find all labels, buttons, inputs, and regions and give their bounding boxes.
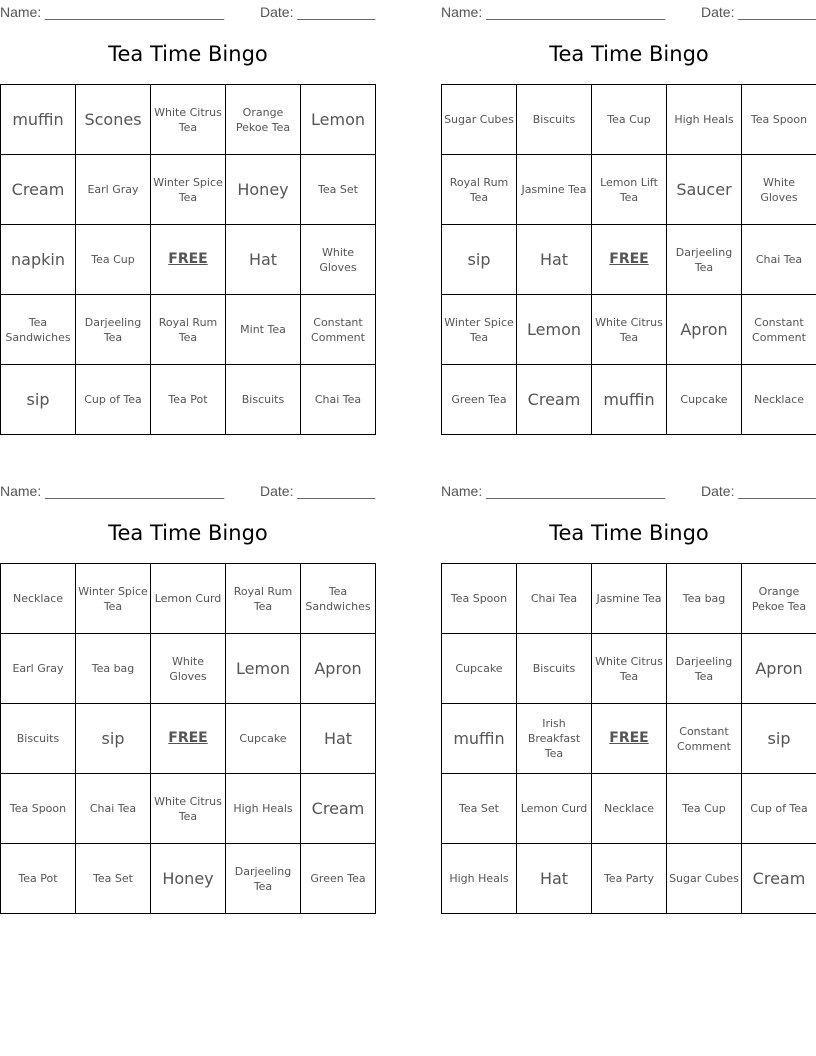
bingo-cell: Scones [76, 85, 151, 155]
bingo-cell: Tea Sandwiches [1, 295, 76, 365]
bingo-cell: Apron [301, 634, 376, 704]
card-header [441, 2, 816, 24]
bingo-cell: Cupcake [226, 704, 301, 774]
bingo-cell: Lemon Lift Tea [592, 155, 667, 225]
grid-row [442, 704, 816, 774]
bingo-cell: Orange Pekoe Tea [226, 85, 301, 155]
bingo-cell: Green Tea [442, 365, 517, 435]
bingo-cell: sip [442, 225, 517, 295]
bingo-cell: Honey [151, 844, 226, 914]
bingo-cell: Tea Set [442, 774, 517, 844]
bingo-cell: Lemon Curd [151, 564, 226, 634]
bingo-cell: Jasmine Tea [517, 155, 592, 225]
bingo-cell: Chai Tea [742, 225, 816, 295]
bingo-cell: Cup of Tea [76, 365, 151, 435]
free-space-cell: FREE [151, 704, 226, 774]
grid-row [1, 155, 376, 225]
bingo-cell: Tea Cup [667, 774, 742, 844]
bingo-cell: Jasmine Tea [592, 564, 667, 634]
bingo-cell: Tea Spoon [742, 85, 816, 155]
bingo-cell: Cream [1, 155, 76, 225]
bingo-grid [0, 84, 376, 435]
grid-row [1, 225, 376, 295]
grid-row [442, 774, 816, 844]
bingo-cell: White Citrus Tea [592, 634, 667, 704]
card-header [0, 481, 376, 503]
card-title: Tea Time Bingo [549, 521, 709, 545]
grid-row [1, 564, 376, 634]
bingo-grid [441, 84, 816, 435]
bingo-cell: Tea bag [667, 564, 742, 634]
bingo-cell: Constant Comment [301, 295, 376, 365]
bingo-cell: Cream [742, 844, 816, 914]
bingo-grid [441, 563, 816, 914]
free-space-cell: FREE [592, 225, 667, 295]
bingo-cell: Biscuits [226, 365, 301, 435]
bingo-cell: Tea Cup [592, 85, 667, 155]
grid-row [442, 295, 816, 365]
bingo-cell: Constant Comment [667, 704, 742, 774]
bingo-cell: High Heals [226, 774, 301, 844]
date-field-label: Date: __________ [701, 4, 816, 20]
bingo-cell: White Gloves [151, 634, 226, 704]
date-field-label: Date: __________ [260, 483, 376, 499]
bingo-cell: Biscuits [1, 704, 76, 774]
date-field-label: Date: __________ [701, 483, 816, 499]
bingo-cell: Hat [301, 704, 376, 774]
grid-row [442, 634, 816, 704]
bingo-cell: Cup of Tea [742, 774, 816, 844]
bingo-cell: Tea Spoon [1, 774, 76, 844]
grid-row [1, 774, 376, 844]
bingo-cell: Biscuits [517, 634, 592, 704]
bingo-cell: Tea Set [76, 844, 151, 914]
bingo-cell: Winter Spice Tea [76, 564, 151, 634]
bingo-cell: Saucer [667, 155, 742, 225]
bingo-cell: Earl Gray [76, 155, 151, 225]
bingo-grid [0, 563, 376, 914]
bingo-cell: White Citrus Tea [592, 295, 667, 365]
bingo-cell: napkin [1, 225, 76, 295]
bingo-cell: High Heals [442, 844, 517, 914]
free-space-cell: FREE [151, 225, 226, 295]
date-field-label: Date: __________ [260, 4, 376, 20]
free-space-cell: FREE [592, 704, 667, 774]
grid-row [1, 365, 376, 435]
bingo-cell: Darjeeling Tea [226, 844, 301, 914]
grid-row [442, 85, 816, 155]
bingo-cell: Necklace [592, 774, 667, 844]
bingo-cell: Mint Tea [226, 295, 301, 365]
bingo-cell: Hat [226, 225, 301, 295]
bingo-cell: Royal Rum Tea [226, 564, 301, 634]
bingo-cell: Royal Rum Tea [442, 155, 517, 225]
name-field-label: Name: _______________________ [0, 483, 225, 499]
grid-row [442, 844, 816, 914]
bingo-cell: Tea bag [76, 634, 151, 704]
grid-row [442, 365, 816, 435]
bingo-cell: Apron [667, 295, 742, 365]
bingo-cell: Winter Spice Tea [442, 295, 517, 365]
bingo-cell: Lemon [301, 85, 376, 155]
bingo-cell: muffin [442, 704, 517, 774]
bingo-cell: sip [742, 704, 816, 774]
bingo-cell: Tea Sandwiches [301, 564, 376, 634]
card-title: Tea Time Bingo [108, 521, 268, 545]
bingo-cell: Earl Gray [1, 634, 76, 704]
bingo-cell: High Heals [667, 85, 742, 155]
bingo-cell: Winter Spice Tea [151, 155, 226, 225]
bingo-cell: Hat [517, 225, 592, 295]
bingo-cell: Honey [226, 155, 301, 225]
bingo-cell: Tea Set [301, 155, 376, 225]
bingo-cell: Necklace [742, 365, 816, 435]
grid-row [1, 295, 376, 365]
card-title: Tea Time Bingo [549, 42, 709, 66]
bingo-cell: White Gloves [742, 155, 816, 225]
bingo-cell: Tea Pot [151, 365, 226, 435]
bingo-cell: Lemon [517, 295, 592, 365]
bingo-cell: Royal Rum Tea [151, 295, 226, 365]
bingo-cell: Tea Spoon [442, 564, 517, 634]
grid-row [442, 225, 816, 295]
grid-row [1, 844, 376, 914]
bingo-cell: muffin [592, 365, 667, 435]
bingo-cell: Darjeeling Tea [667, 634, 742, 704]
bingo-cell: Darjeeling Tea [667, 225, 742, 295]
bingo-cell: Constant Comment [742, 295, 816, 365]
bingo-cell: sip [1, 365, 76, 435]
grid-row [1, 85, 376, 155]
bingo-cell: Cream [301, 774, 376, 844]
bingo-cell: Irish Breakfast Tea [517, 704, 592, 774]
bingo-cell: sip [76, 704, 151, 774]
bingo-cell: Tea Party [592, 844, 667, 914]
bingo-cell: Lemon Curd [517, 774, 592, 844]
bingo-cell: White Citrus Tea [151, 85, 226, 155]
bingo-cell: Orange Pekoe Tea [742, 564, 816, 634]
bingo-cell: Chai Tea [76, 774, 151, 844]
bingo-cell: Darjeeling Tea [76, 295, 151, 365]
bingo-cell: Cream [517, 365, 592, 435]
card-title: Tea Time Bingo [108, 42, 268, 66]
bingo-cell: Hat [517, 844, 592, 914]
bingo-cell: Necklace [1, 564, 76, 634]
bingo-cell: Tea Pot [1, 844, 76, 914]
card-header [441, 481, 816, 503]
bingo-cell: Sugar Cubes [442, 85, 517, 155]
grid-row [1, 634, 376, 704]
name-field-label: Name: _______________________ [0, 4, 225, 20]
name-field-label: Name: _______________________ [441, 4, 666, 20]
bingo-cell: Chai Tea [517, 564, 592, 634]
bingo-cell: Apron [742, 634, 816, 704]
name-field-label: Name: _______________________ [441, 483, 666, 499]
bingo-cell: White Citrus Tea [151, 774, 226, 844]
bingo-cell: Biscuits [517, 85, 592, 155]
bingo-cell: Chai Tea [301, 365, 376, 435]
bingo-cell: White Gloves [301, 225, 376, 295]
bingo-cell: Cupcake [667, 365, 742, 435]
bingo-cell: Sugar Cubes [667, 844, 742, 914]
card-header [0, 2, 376, 24]
bingo-cell: Lemon [226, 634, 301, 704]
bingo-cell: muffin [1, 85, 76, 155]
grid-row [442, 564, 816, 634]
bingo-cell: Tea Cup [76, 225, 151, 295]
grid-row [1, 704, 376, 774]
bingo-cell: Cupcake [442, 634, 517, 704]
bingo-cell: Green Tea [301, 844, 376, 914]
grid-row [442, 155, 816, 225]
